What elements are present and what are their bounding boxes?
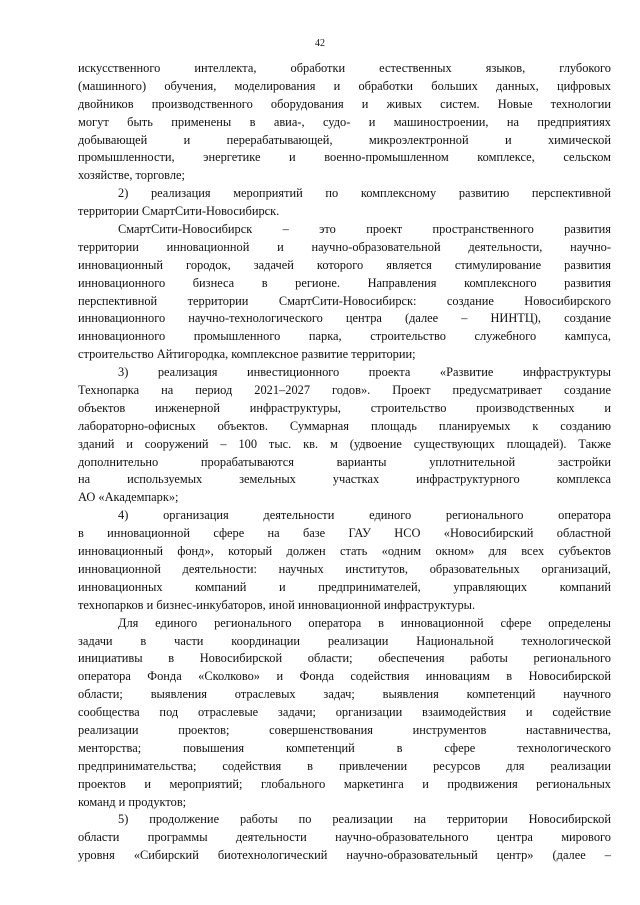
text-line: СмартСити-Новосибирск – это проект пространственного развития <box>118 222 611 237</box>
text-line: дополнительно прорабатываются варианты уплотнительной застройки <box>78 454 611 469</box>
text-line: сообщества под отраслевые задачи; организации взаимодействия и содействие <box>78 705 611 720</box>
text-line: Для единого регионального оператора в инновационной сфере определены <box>118 615 611 630</box>
text-line: перспективной территории СмартСити-Новосибирск: создание Новосибирского <box>78 293 611 308</box>
text-line: могут быть применены в авиа-, судо- и машиностроении, на предприятиях <box>78 114 611 129</box>
text-line: в инновационной сфере на базе ГАУ НСО «Новосибирский областной <box>78 526 611 541</box>
text-line: 3) реализация инвестиционного проекта «Развитие инфраструктуры <box>118 365 611 380</box>
text-line: 4) организация деятельности единого регионального оператора <box>118 508 611 523</box>
text-line: двойников производственного оборудования и живых систем. Новые технологии <box>78 96 611 111</box>
text-line: предпринимательства; содействия в привлечении ресурсов для реализации <box>78 758 611 773</box>
text-line: инновационный фонд», который должен стать «одним окном» для всех субъектов <box>78 544 611 559</box>
text-line: промышленности, энергетике и военно-промышленном комплексе, сельском <box>78 150 611 165</box>
text-line: области; выявления отраслевых задач; выявления компетенций научного <box>78 687 611 702</box>
text-line: 5) продолжение работы по реализации на территории Новосибирской <box>118 812 611 827</box>
text-line: реализации проектов; совершенствования инструментов наставничества, <box>78 722 611 737</box>
text-line: АО «Академпарк»; <box>78 490 179 505</box>
text-line: инновационный городок, задачей которого является стимулирование развития <box>78 257 611 272</box>
text-line: области программы деятельности научно-образовательного центра мирового <box>78 830 611 845</box>
text-line: объектов инженерной инфраструктуры, строительство производственных и <box>78 400 611 415</box>
text-line: технопарков и бизнес-инкубаторов, иной инновационной инфраструктуры. <box>78 597 476 612</box>
text-line: инновационного бизнеса в регионе. Направления комплексного развития <box>78 275 611 290</box>
page-number: 42 <box>315 38 325 49</box>
text-line: хозяйстве, торговле; <box>78 168 185 183</box>
text-line: оператора Фонда «Сколково» и Фонда содействия инновациям в Новосибирской <box>78 669 611 684</box>
text-line: инновационных компаний и предпринимателей, управляющих компаний <box>78 579 611 594</box>
text-line: инновационного научно-технологического центра (далее – НИНТЦ), создание <box>78 311 611 326</box>
text-line: территории инновационной и научно-образовательной деятельности, научно- <box>78 239 611 254</box>
text-line: лабораторно-офисных объектов. Суммарная площадь планируемых к созданию <box>78 418 611 433</box>
text-line: инициативы в Новосибирской области; обеспечения работы регионального <box>78 651 611 666</box>
text-line: инновационной деятельности: научных институтов, образовательных организаций, <box>78 561 611 576</box>
text-line: зданий и сооружений – 100 тыс. кв. м (удвоение существующих площадей). Также <box>78 436 611 451</box>
text-line: уровня «Сибирский биотехнологический научно-образовательный центр» (далее – <box>78 848 611 863</box>
text-line: искусственного интеллекта, обработки естественных языков, глубокого <box>78 61 611 75</box>
text-line: инновационного промышленного парка, строительство служебного кампуса, <box>78 329 611 344</box>
text-line: команд и продуктов; <box>78 794 187 809</box>
text-line: территории СмартСити-Новосибирск. <box>78 204 280 219</box>
text-line: задачи в части координации реализации Национальной технологической <box>78 633 611 648</box>
text-line: 2) реализация мероприятий по комплексному развитию перспективной <box>118 186 611 201</box>
text-line: на используемых земельных участках инфраструктурного комплекса <box>78 472 611 487</box>
text-line: строительство Айтигородка, комплексное развитие территории; <box>78 347 416 362</box>
text-line: Технопарка на период 2021–2027 годов». Проект предусматривает создание <box>78 383 611 398</box>
text-line: (машинного) обучения, моделирования и обработки больших данных, цифровых <box>78 78 611 93</box>
body-text <box>78 60 611 865</box>
text-line: менторства; повышения компетенций в сфере технологического <box>78 740 611 755</box>
text-line: добывающей и перерабатывающей, микроэлектронной и химической <box>78 132 611 147</box>
text-line: проектов и мероприятий; глобального маркетинга и продвижения региональных <box>78 776 611 791</box>
